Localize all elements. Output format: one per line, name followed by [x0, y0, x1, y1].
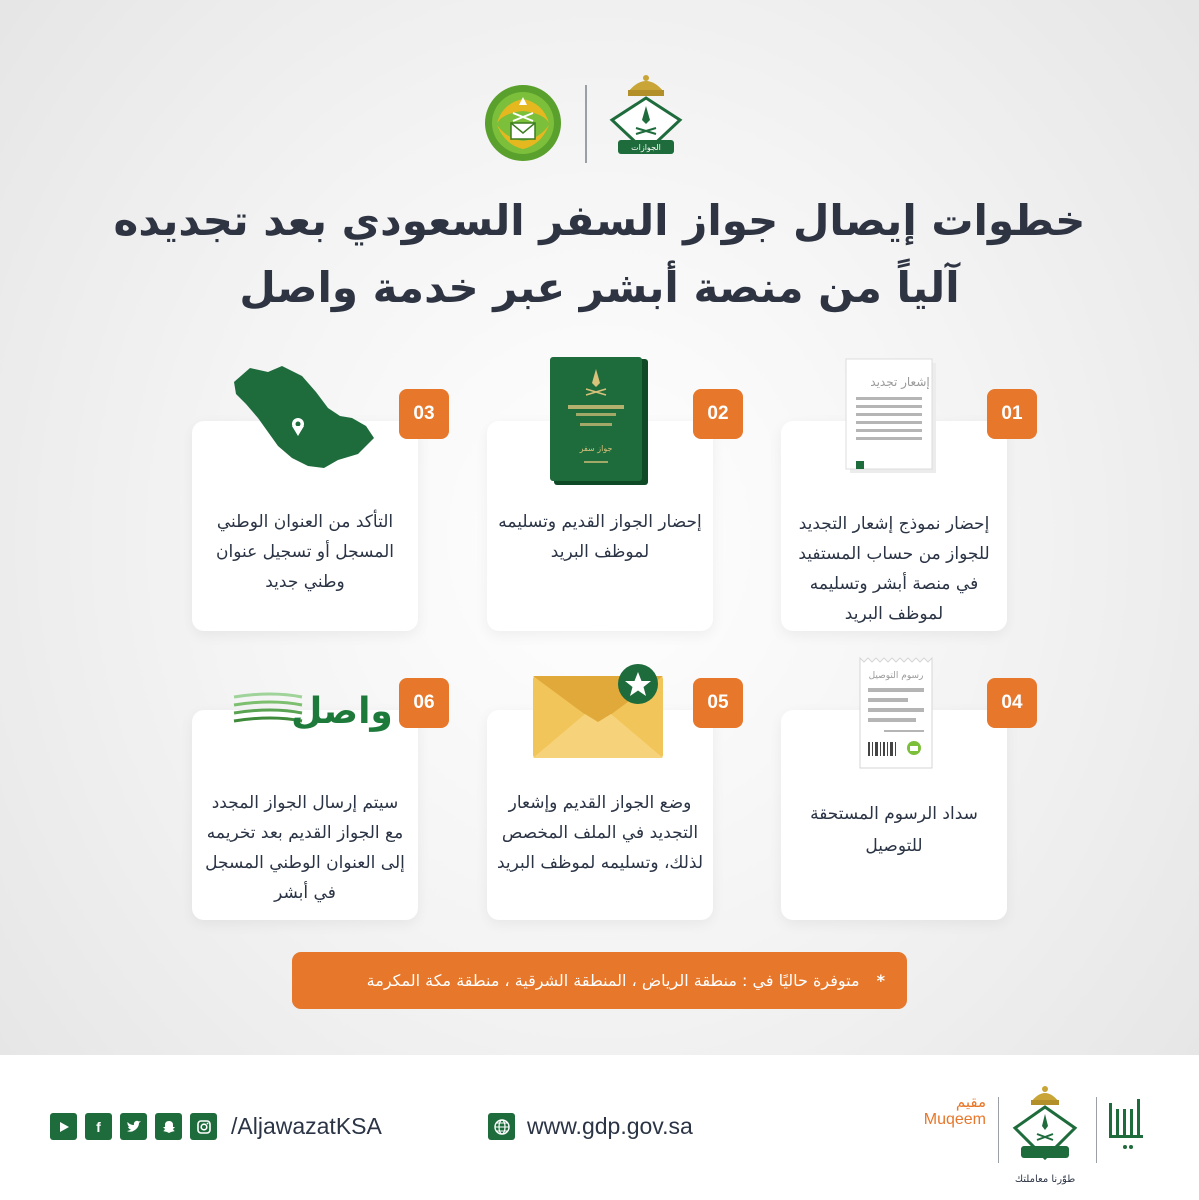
- wasel-label: واصل: [291, 691, 393, 732]
- muqeem-logo: [916, 1093, 986, 1129]
- step-text: إحضار نموذج إشعار التجديد للجواز من حساب المستفيد في منصة أبشر وتسليمه لموظف البريد: [798, 514, 990, 624]
- envelope-icon: [533, 662, 668, 758]
- youtube-icon[interactable]: [50, 1113, 77, 1140]
- receipt-icon: [860, 656, 932, 768]
- muqeem-ar: مقيم: [955, 1093, 986, 1111]
- availability-note: [292, 952, 907, 1009]
- footer-divider: [1096, 1097, 1097, 1163]
- wasel-logo: [232, 683, 393, 733]
- page-title-line1: خطوات إيصال جواز السفر السعودي بعد تجديده: [113, 196, 1086, 245]
- jawazat-logo: [606, 70, 686, 165]
- note-star: *: [876, 971, 885, 990]
- facebook-icon[interactable]: f: [85, 1113, 112, 1140]
- svg-text:الجوازات: الجوازات: [631, 143, 661, 152]
- website-url[interactable]: www.gdp.gov.sa: [527, 1113, 693, 1139]
- map-icon: [228, 362, 378, 472]
- absher-logo: [1105, 1095, 1150, 1157]
- step-card-06: [192, 710, 418, 920]
- step-text: سداد الرسوم المستحقة للتوصيل: [810, 804, 978, 856]
- passport-icon: [550, 357, 648, 485]
- step-text: وضع الجواز القديم وإشعار التجديد في الملف المخصص لذلك، وتسليمه لموظف البريد: [496, 793, 704, 873]
- note-text: متوفرة حاليًا في : منطقة الرياض ، المنطقة الشرقية ، منطقة مكة المكرمة: [366, 971, 860, 990]
- jawazat-footer-logo: [1005, 1080, 1085, 1195]
- step-badge-04: 04: [987, 678, 1037, 728]
- step-badge-01: 01: [987, 389, 1037, 439]
- document-icon: [846, 359, 938, 475]
- twitter-icon[interactable]: [120, 1113, 147, 1140]
- step-text: سيتم إرسال الجواز المجدد مع الجواز القديم بعد تخريمه إلى العنوان الوطني المسجل في أبشر: [205, 793, 405, 903]
- step-badge-02: 02: [693, 389, 743, 439]
- globe-icon: [488, 1113, 515, 1140]
- instagram-icon[interactable]: [190, 1113, 217, 1140]
- document-label: إشعار تجديد: [870, 375, 930, 389]
- header-logos: [0, 75, 1199, 165]
- footer: [0, 1055, 1199, 1200]
- footer-divider: [998, 1097, 999, 1163]
- step-text: إحضار الجواز القديم وتسليمه لموظف البريد: [498, 512, 702, 562]
- social-handle[interactable]: /AljawazatKSA: [231, 1113, 382, 1139]
- step-badge-03: 03: [399, 389, 449, 439]
- receipt-label: رسوم التوصيل: [868, 671, 924, 681]
- page-title-line2: آلياً من منصة أبشر عبر خدمة واصل: [239, 263, 960, 312]
- saudi-post-logo: [483, 83, 563, 163]
- jawazat-slogan: طوّرنا معاملتك: [1014, 1174, 1076, 1185]
- website-link[interactable]: [488, 1113, 693, 1140]
- step-badge-05: 05: [693, 678, 743, 728]
- logo-divider: [585, 85, 587, 163]
- step-text: التأكد من العنوان الوطني المسجل أو تسجيل عنوان وطني جديد: [215, 512, 395, 592]
- muqeem-en: Muqeem: [923, 1111, 986, 1128]
- snapchat-icon[interactable]: [155, 1113, 182, 1140]
- passport-label: جواز سفر: [579, 444, 613, 453]
- social-links: [50, 1113, 382, 1140]
- step-badge-06: 06: [399, 678, 449, 728]
